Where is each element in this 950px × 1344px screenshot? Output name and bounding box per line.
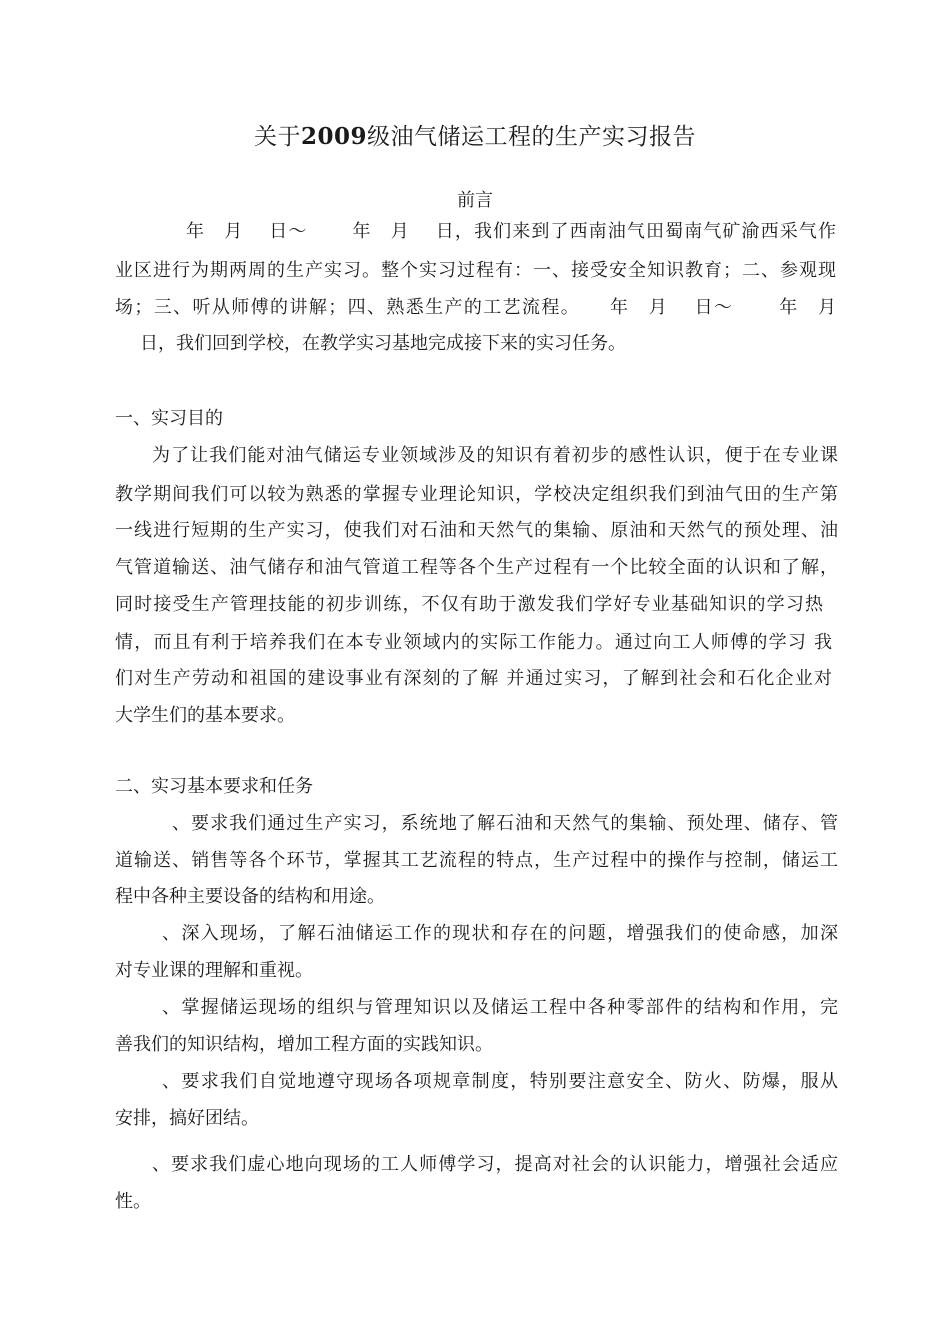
section2-item-2-line-2: 对专业课的理解和重视。 xyxy=(115,960,313,981)
section1-line-6: 情，而且有利于培养我们在本专业领域内的实际工作能力。通过向工人师傅的学习 我 xyxy=(115,632,832,653)
section1-line-5: 同时接受生产管理技能的初步训练，不仅有助于激发我们学好专业基础知识的学习热 xyxy=(115,594,823,615)
section1-line-3: 一线进行短期的生产实习，使我们对石油和天然气的集输、原油和天然气的预处理、油 xyxy=(115,520,838,541)
section2-item-1-line-1: 、要求我们通过生产实习，系统地了解石油和天然气的集输、预处理、储存、管 xyxy=(172,813,838,834)
section1-line-2: 教学期间我们可以较为熟悉的掌握专业理论知识，学校决定组织我们到油气田的生产第 xyxy=(115,484,838,505)
section2-item-2-line-1: 、深入现场，了解石油储运工作的现状和存在的问题，增强我们的使命感，加深 xyxy=(162,923,838,944)
section2-item-3-line-1: 、掌握储运现场的组织与管理知识以及储运工程中各种零部件的结构和作用，完 xyxy=(162,997,838,1018)
title-prefix: 关于 xyxy=(253,124,301,150)
section2-heading: 二、实习基本要求和任务 xyxy=(115,776,313,797)
section2-item-1-line-3: 程中各种主要设备的结构和用途。 xyxy=(115,886,385,907)
document-title xyxy=(0,118,950,151)
preface-line-4: 日，我们回到学校，在教学实习基地完成接下来的实习任务。 xyxy=(140,333,626,354)
section1-line-1: 为了让我们能对油气储运专业领域涉及的知识有着初步的感性认识，便于在专业课 xyxy=(152,445,838,466)
section2-item-4-line-2: 安排，搞好团结。 xyxy=(115,1108,259,1129)
preface-heading: 前言 xyxy=(457,190,493,211)
section1-heading: 一、实习目的 xyxy=(115,408,223,429)
section1-line-7: 们对生产劳动和祖国的建设事业有深刻的了解 并通过实习，了解到社会和石化企业对 xyxy=(115,668,832,689)
section2-item-3-line-2: 善我们的知识结构，增加工程方面的实践知识。 xyxy=(115,1034,493,1055)
section2-item-5-line-1: 、要求我们虚心地向现场的工人师傅学习，提高对社会的认识能力，增强社会适应 xyxy=(152,1154,838,1175)
section2-item-1-line-2: 道输送、销售等各个环节，掌握其工艺流程的特点，生产过程中的操作与控制，储运工 xyxy=(115,850,838,871)
section1-line-8: 大学生们的基本要求。 xyxy=(115,705,295,726)
preface-line-2: 业区进行为期两周的生产实习。整个实习过程有：一、接受安全知识教育；二、参观现 xyxy=(115,260,836,281)
preface-line-1: 年 月 日～ 年 月 日，我们来到了西南油气田蜀南气矿渝西采气作 xyxy=(186,221,836,242)
title-suffix: 级油气储运工程的生产实习报告 xyxy=(367,124,696,150)
section1-line-4: 气管道输送、油气储存和油气管道工程等各个生产过程有一个比较全面的认识和了解， xyxy=(115,557,838,578)
section2-item-5-line-2: 性。 xyxy=(115,1191,151,1212)
section2-item-4-line-1: 、要求我们自觉地遵守现场各项规章制度，特别要注意安全、防火、防爆，服从 xyxy=(162,1071,838,1092)
title-year: 2009 xyxy=(300,123,367,150)
preface-line-3: 场；三、听从师傅的讲解；四、熟悉生产的工艺流程。 年 月 日～ 年 月 xyxy=(115,297,836,318)
